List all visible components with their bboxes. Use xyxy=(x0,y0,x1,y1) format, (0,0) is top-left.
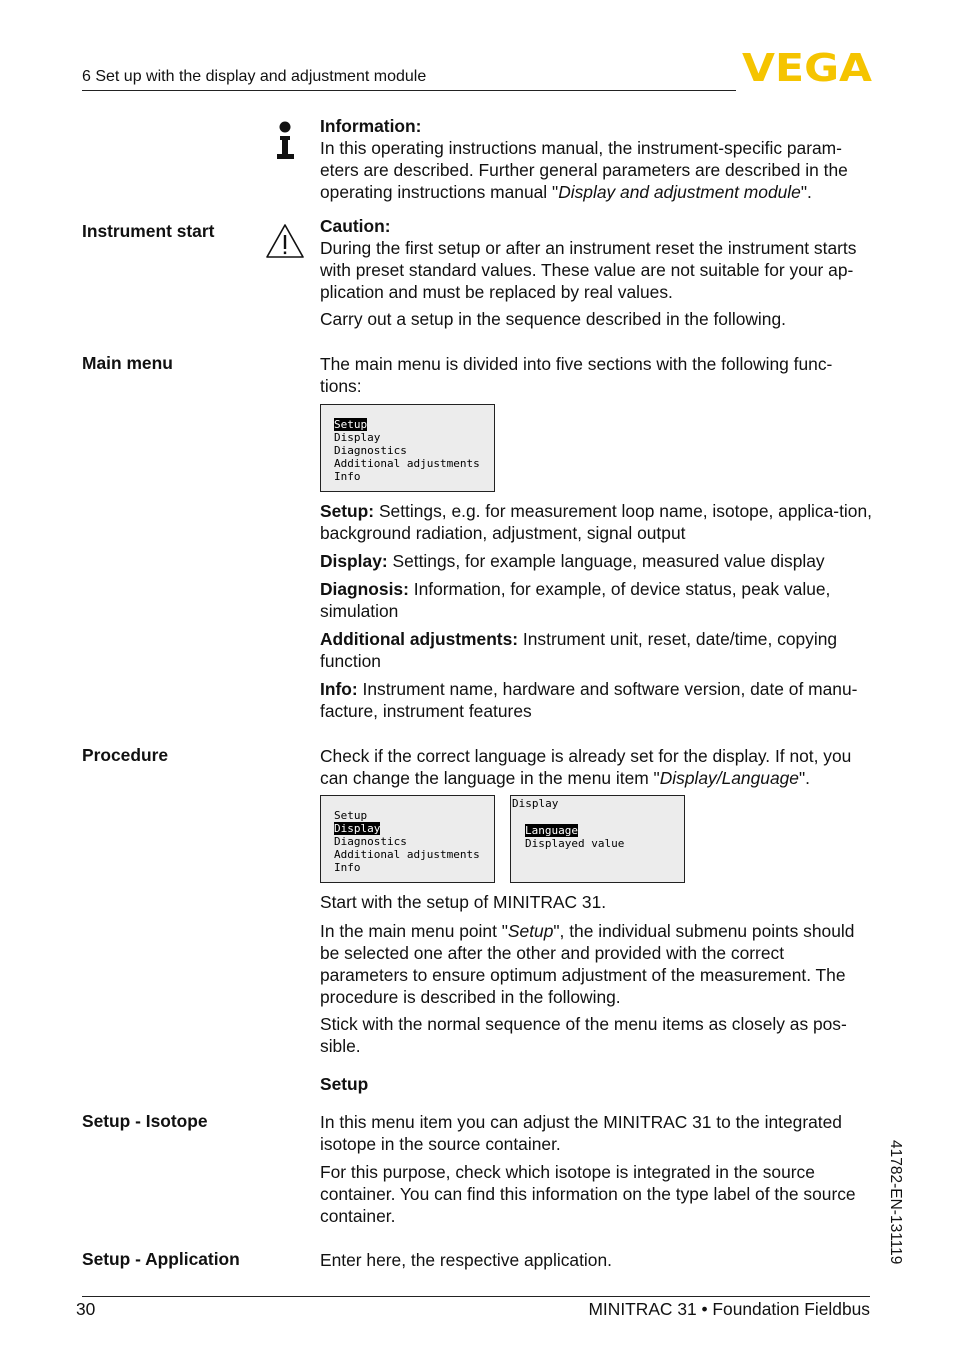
lcd-line: Displayed value xyxy=(525,837,625,850)
warning-icon xyxy=(265,223,305,259)
main-menu-intro: The main menu is divided into five sections with the following func-tions: xyxy=(320,354,833,396)
svg-text:VEGA: VEGA xyxy=(742,52,873,84)
lcd-line: Additional adjustments xyxy=(334,848,480,861)
procedure-text-3: In the main menu point "Setup", the individual submenu points should be selected one after the other and provided with the correct parameters to ensure optimum adjustment of the measurement. The procedure is described in the following. xyxy=(320,921,855,1007)
menu-item-display: Display: Settings, for example language, measured value display xyxy=(320,551,825,571)
menu-item-setup: Setup: Settings, e.g. for measurement loop name, isotope, applica-tion, background radiation, adjustment, signal output xyxy=(320,501,872,543)
vega-logo xyxy=(742,52,874,84)
document-code: 41782-EN-131119 xyxy=(887,1140,904,1265)
procedure-text-2: Start with the setup of MINITRAC 31. xyxy=(320,892,607,912)
menu-item-additional: Additional adjustments: Instrument unit, reset, date/time, copying function xyxy=(320,629,838,671)
footer-rule xyxy=(82,1296,870,1297)
page-number: 30 xyxy=(76,1299,96,1319)
application-text: Enter here, the respective application. xyxy=(320,1250,612,1270)
side-label-instrument-start: Instrument start xyxy=(82,221,215,241)
lcd-line: Language xyxy=(525,824,578,837)
info-icon xyxy=(276,121,296,161)
running-header: 6 Set up with the display and adjustment module xyxy=(82,68,427,85)
isotope-text-2: For this purpose, check which isotope is integrated in the source container. You can find this information on the type label of the source container. xyxy=(320,1162,856,1226)
side-label-setup-isotope: Setup - Isotope xyxy=(82,1111,208,1131)
menu-item-diagnosis: Diagnosis: Information, for example, of device status, peak value, simulation xyxy=(320,579,831,621)
lcd-line: Display xyxy=(334,822,381,835)
procedure-text-4: Stick with the normal sequence of the menu items as closely as pos-sible. xyxy=(320,1014,847,1056)
information-title: Information: xyxy=(320,116,422,136)
information-block: Information: In this operating instructions manual, the instrument-specific param-eters are described. Further general parameters are described in the operating instructions manual "Display and adjustment module". xyxy=(320,116,848,202)
side-label-procedure: Procedure xyxy=(82,745,169,765)
procedure-text-1: Check if the correct language is already set for the display. If not, you can change the language in the menu item "Display/Language". xyxy=(320,746,852,788)
footer-title: MINITRAC 31 • Foundation Fieldbus xyxy=(588,1299,870,1319)
caution-title: Caution: xyxy=(320,216,391,236)
side-label-main-menu: Main menu xyxy=(82,353,173,373)
lcd-main-menu-display xyxy=(320,795,495,883)
lcd-line: Display xyxy=(334,431,381,444)
lcd-main-menu xyxy=(320,404,495,492)
lcd-line: Info xyxy=(334,470,361,483)
isotope-text-1: In this menu item you can adjust the MINITRAC 31 to the integrated isotope in the source container. xyxy=(320,1112,842,1154)
menu-item-info: Info: Instrument name, hardware and software version, date of manu-facture, instrument features xyxy=(320,679,858,721)
lcd-line: Diagnostics xyxy=(334,444,407,457)
carry-out-text: Carry out a setup in the sequence described in the following. xyxy=(320,309,786,329)
caution-block: Caution: During the first setup or after an instrument reset the instrument starts with preset standard values. These value are not suitable for your ap-plication and must be replaced by real values. xyxy=(320,216,857,302)
header-rule xyxy=(82,90,736,91)
side-label-setup-application: Setup - Application xyxy=(82,1249,240,1269)
setup-heading: Setup xyxy=(320,1074,369,1094)
lcd-line: Setup xyxy=(334,809,368,822)
lcd-line: Setup xyxy=(334,418,368,431)
lcd-title: Display xyxy=(512,797,559,810)
lcd-display-submenu xyxy=(510,795,685,883)
lcd-line: Diagnostics xyxy=(334,835,407,848)
lcd-line: Additional adjustments xyxy=(334,457,480,470)
lcd-line: Info xyxy=(334,861,361,874)
